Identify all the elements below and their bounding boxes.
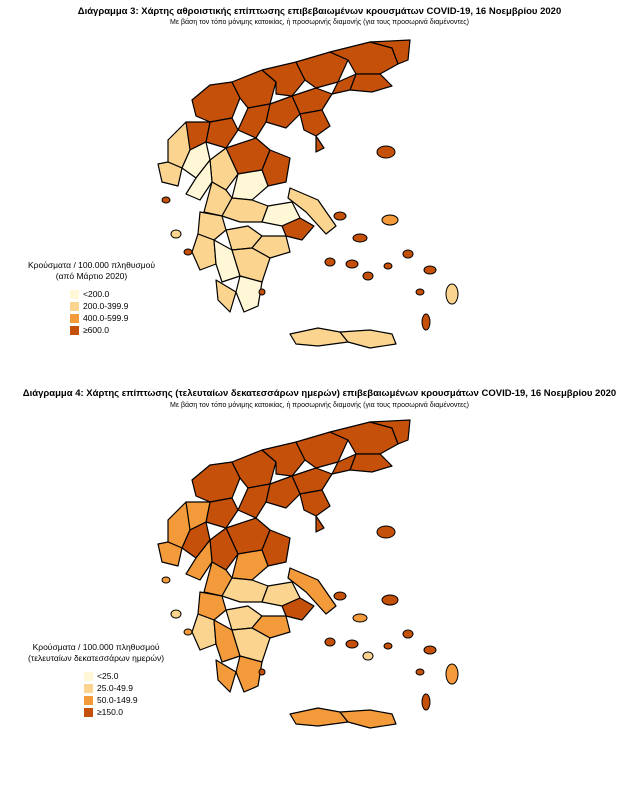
regional-unit: [206, 498, 238, 528]
island-region: [424, 266, 436, 274]
regional-unit: [216, 280, 236, 312]
map2-legend-item: [84, 670, 164, 682]
island-region: [403, 250, 413, 258]
island-region: [325, 638, 335, 646]
legend-label: <25.0: [97, 671, 119, 681]
island-region: [162, 197, 170, 203]
regional-unit: [316, 516, 324, 532]
island-region: [184, 249, 192, 255]
map1-legend-item: [70, 324, 155, 336]
regional-unit: [232, 550, 268, 580]
map1-legend-item: [70, 288, 155, 300]
island-region: [422, 694, 430, 710]
legend-swatch: [70, 302, 79, 311]
legend-label: ≥150.0: [97, 707, 123, 717]
map1-legend: [28, 260, 155, 336]
island-region: [377, 526, 395, 538]
map2-title: Διάγραμμα 4: Χάρτης επίπτωσης (τελευταίων δεκατεσσάρων ημερών) επιβεβαιωμένων κρουσμάτων COVID-19, 16 Νοεμβρίου 2020: [22, 388, 617, 399]
map2-legend-subtitle: (τελευταίων δεκατεσσάρων ημερών): [28, 653, 165, 663]
island-region: [382, 215, 398, 225]
legend-swatch: [84, 708, 93, 717]
map2-subtitle: Με βάση τον τόπο μόνιμης κατοικίας, ή προσωρινής διαμονής (για τους προσωρινά διαμένοντες): [170, 402, 469, 409]
map2-legend-item: [84, 694, 164, 706]
island-region: [353, 234, 367, 242]
regional-unit: [340, 710, 396, 728]
regional-unit: [192, 82, 240, 122]
regional-unit: [192, 234, 216, 270]
island-region: [162, 577, 170, 583]
regional-unit: [300, 110, 330, 136]
island-region: [384, 263, 392, 269]
island-region: [446, 284, 458, 304]
regional-unit: [316, 136, 324, 152]
island-region: [334, 592, 346, 600]
island-region: [346, 260, 358, 268]
map2-legend-title: Κρούσματα / 100.000 πληθυσμού: [32, 642, 160, 652]
regional-unit: [290, 708, 348, 726]
map1-legend-title: Κρούσματα / 100.000 πληθυσμού: [28, 260, 155, 270]
map1-legend-item: [70, 312, 155, 324]
island-region: [363, 272, 373, 280]
regional-unit: [300, 490, 330, 516]
regional-unit: [206, 118, 238, 148]
island-region: [424, 646, 436, 654]
island-region: [363, 652, 373, 660]
island-region: [171, 230, 181, 238]
island-region: [382, 595, 398, 605]
regional-unit: [350, 74, 392, 92]
island-region: [334, 212, 346, 220]
legend-swatch: [70, 314, 79, 323]
map2-legend-item: [84, 706, 164, 718]
legend-swatch: [84, 684, 93, 693]
legend-label: 200.0-399.9: [83, 301, 129, 311]
regional-unit: [192, 614, 216, 650]
island-region: [416, 669, 424, 675]
legend-label: 50.0-149.9: [97, 695, 138, 705]
regional-unit: [340, 330, 396, 348]
regional-unit: [216, 660, 236, 692]
island-region: [325, 258, 335, 266]
map1-legend-item: [70, 300, 155, 312]
map1-legend-subtitle: (από Μάρτιο 2020): [55, 271, 128, 281]
island-region: [259, 289, 265, 295]
island-region: [184, 629, 192, 635]
island-region: [377, 146, 395, 158]
regional-unit: [236, 656, 262, 692]
island-region: [403, 630, 413, 638]
map1-title: Διάγραμμα 3: Χάρτης αθροιστικής επίπτωσης επιβεβαιωμένων κρουσμάτων COVID-19, 16 Νοεμβρίου 2020: [77, 6, 562, 17]
legend-swatch: [70, 326, 79, 335]
island-region: [384, 643, 392, 649]
map2-legend: [28, 642, 164, 718]
regional-unit: [238, 484, 270, 518]
regional-unit: [238, 104, 270, 138]
island-region: [422, 314, 430, 330]
map1-subtitle: Με βάση τον τόπο μόνιμης κατοικίας, ή προσωρινής διαμονής (για τους προσωρινά διαμένοντες): [170, 19, 469, 26]
island-region: [346, 640, 358, 648]
map2-legend-item: [84, 682, 164, 694]
island-region: [259, 669, 265, 675]
legend-swatch: [70, 290, 79, 299]
legend-swatch: [84, 696, 93, 705]
regional-unit: [290, 328, 348, 346]
regional-unit: [236, 276, 262, 312]
island-region: [416, 289, 424, 295]
island-region: [353, 614, 367, 622]
legend-label: ≥600.0: [83, 325, 109, 335]
legend-swatch: [84, 672, 93, 681]
regional-unit: [350, 454, 392, 472]
regional-unit: [192, 462, 240, 502]
island-region: [171, 610, 181, 618]
legend-label: <200.0: [83, 289, 110, 299]
legend-label: 25.0-49.9: [97, 683, 133, 693]
regional-unit: [232, 170, 268, 200]
island-region: [446, 664, 458, 684]
legend-label: 400.0-599.9: [83, 313, 129, 323]
